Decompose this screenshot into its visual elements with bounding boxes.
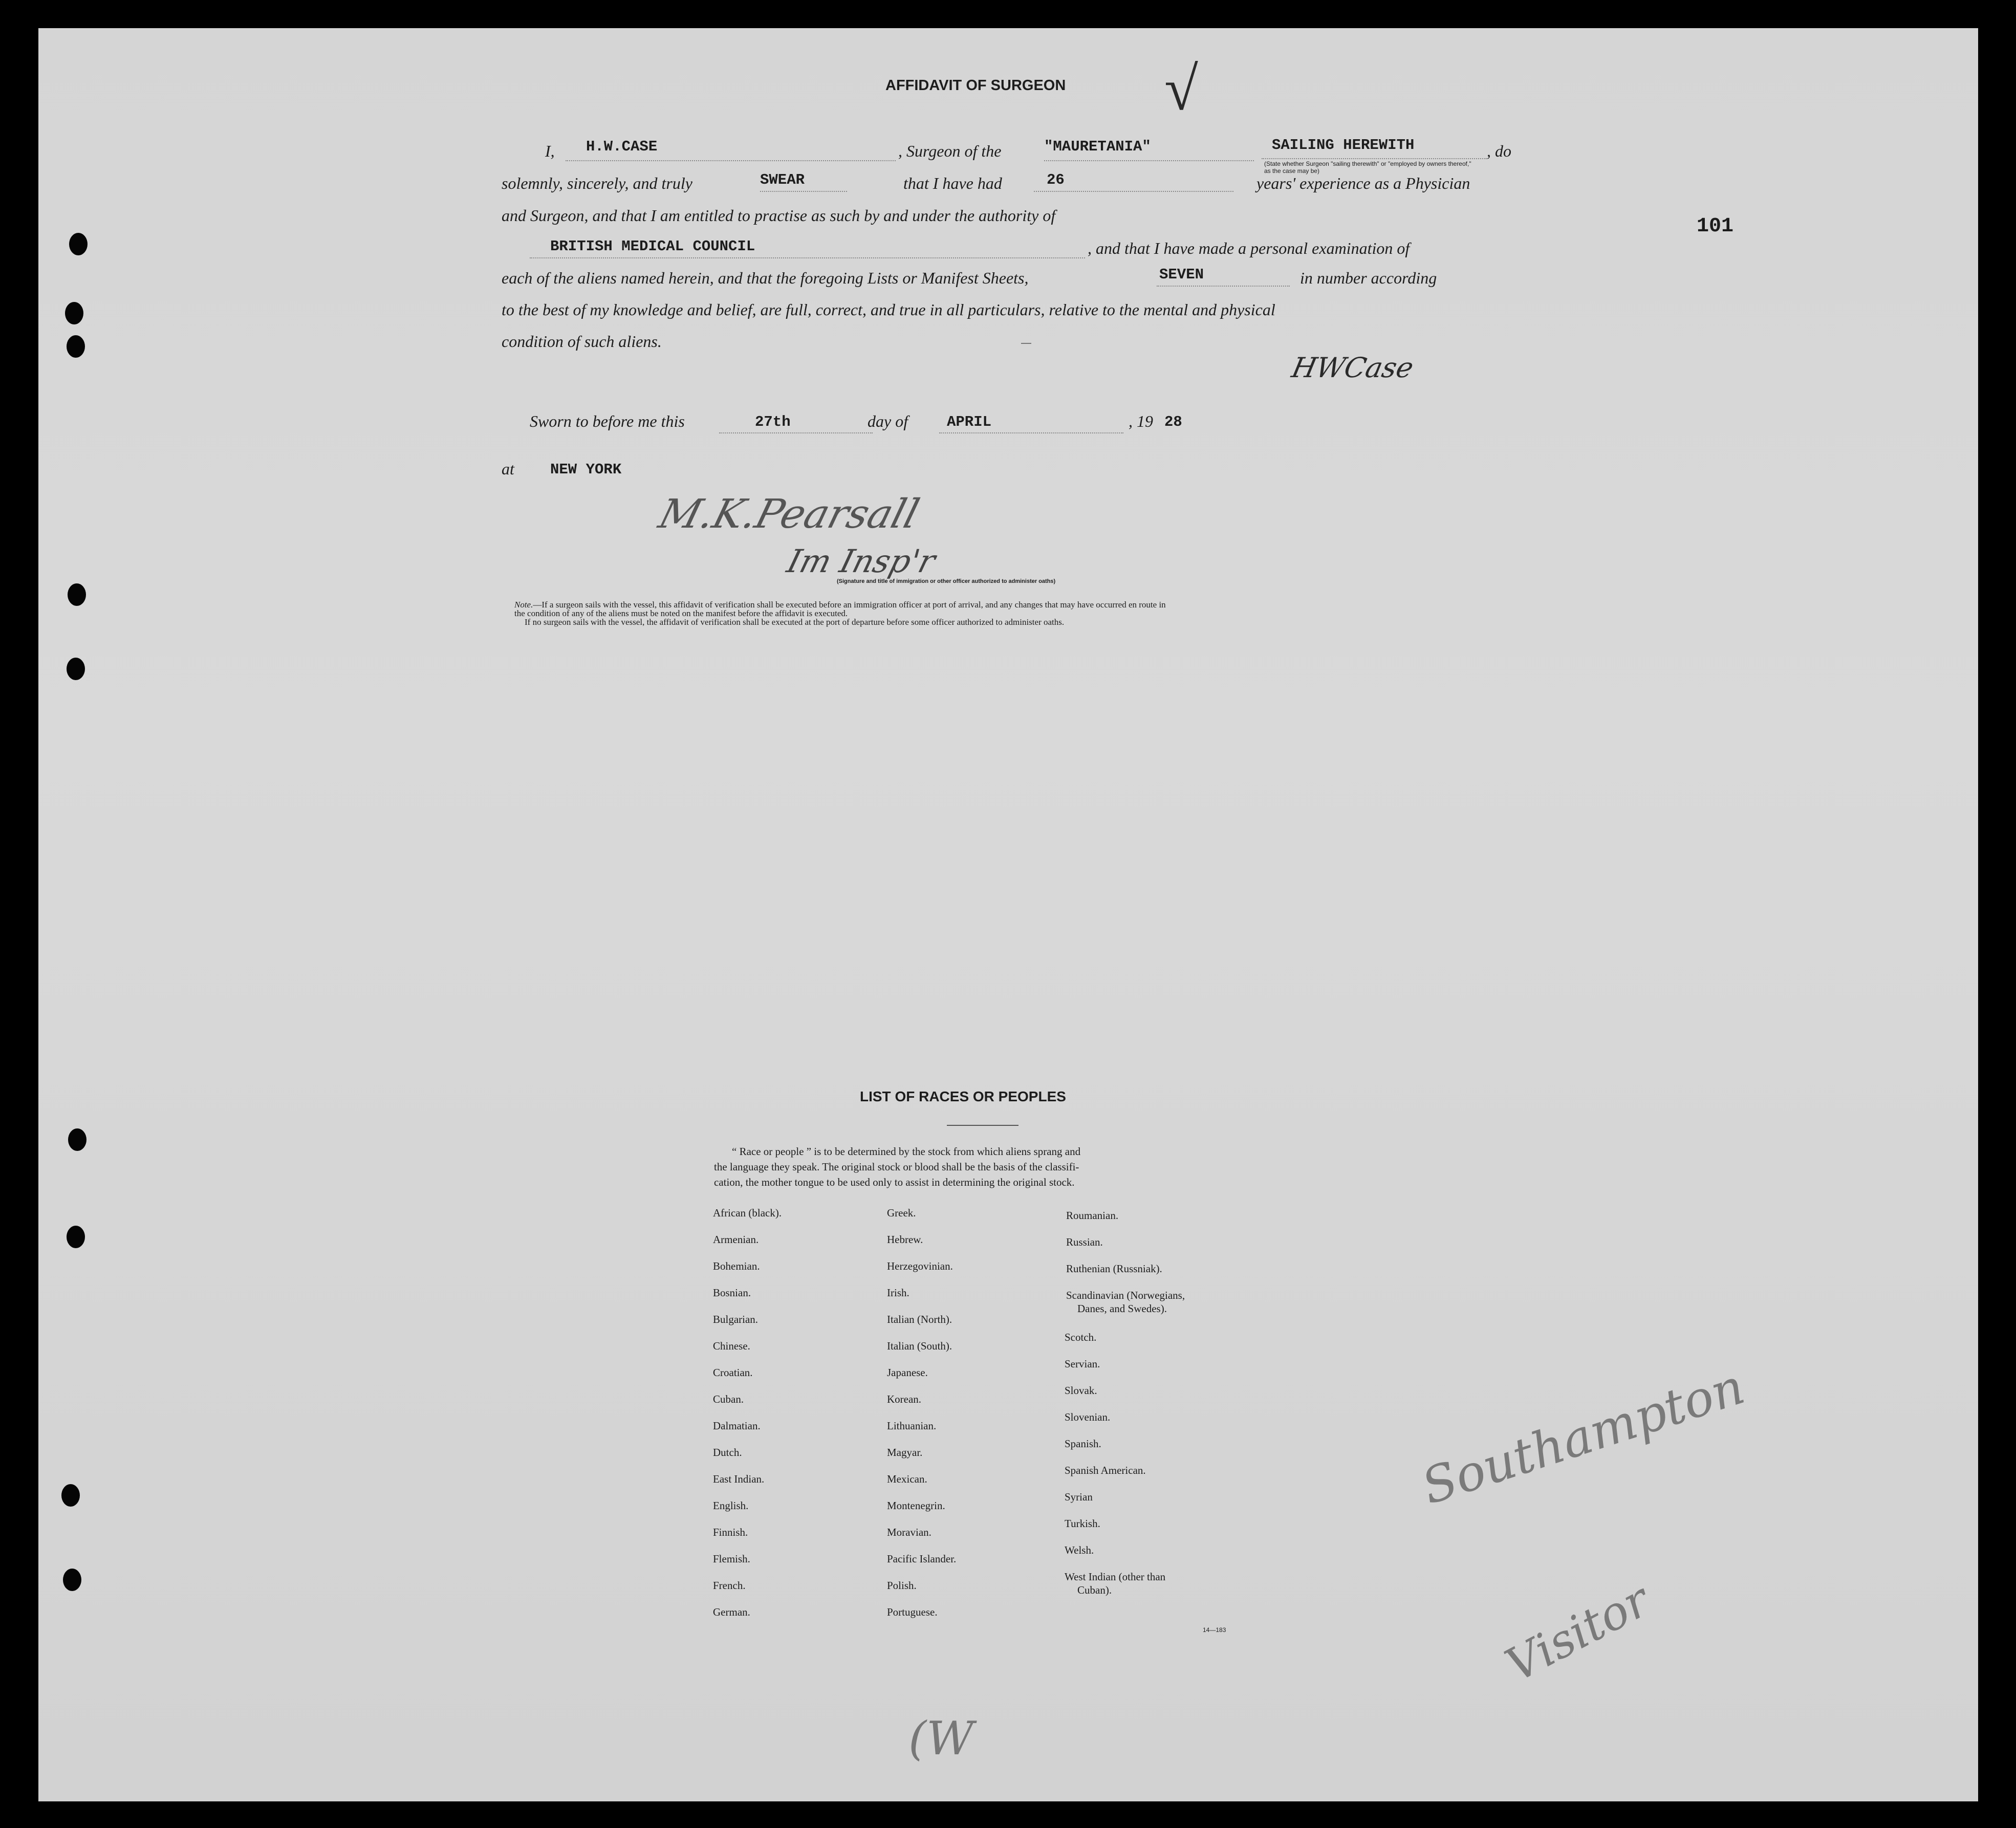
race-item: Spanish American. [1065,1464,1146,1476]
affidavit-line2-experience: years' experience as a Physician [1256,174,1470,192]
handwritten-status: Visitor [1497,1573,1658,1693]
race-item: Bohemian. [713,1260,760,1272]
year-prefix: , 19 [1129,412,1153,430]
race-item: Montenegrin. [887,1499,945,1512]
races-intro-line1: “ Race or people ” is to be determined by the stock from which aliens sprang and [732,1145,1081,1158]
race-item: Portuguese. [887,1606,938,1618]
race-item: Scandinavian (Norwegians, [1066,1289,1185,1301]
races-title-rule [947,1125,1018,1126]
race-item: Greek. [887,1207,916,1219]
race-item: Russian. [1066,1236,1103,1248]
punch-hole [63,1569,81,1591]
surgeon-name: H.W.CASE [586,138,658,155]
race-item: Croatian. [713,1366,753,1379]
race-item: Slovak. [1065,1384,1097,1397]
race-item: Turkish. [1065,1517,1100,1530]
punch-hole [69,233,88,255]
at-label: at [502,460,514,478]
race-item: Japanese. [887,1366,928,1379]
note-line2: the condition of any of the aliens must be noted on the manifest before the affidavit is executed. [514,608,848,618]
affidavit-line2-that: that I have had [903,174,1002,192]
page-number: 101 [1697,215,1734,238]
race-item: Polish. [887,1579,917,1592]
race-item: Moravian. [887,1526,931,1538]
affidavit-line1-i: I, [545,142,555,160]
races-title: LIST OF RACES OR PEOPLES [860,1089,1066,1104]
sailing-status: SAILING HEREWITH [1272,137,1415,154]
manifest-sheets-count: SEVEN [1159,266,1204,283]
affidavit-line6: to the best of my knowledge and belief, are full, correct, and true in all particulars, relative to the mental and physical [502,300,1275,319]
punch-hole [65,302,83,324]
short-dash [1021,343,1031,344]
officer-title: Im Insp'r [783,542,940,580]
sworn-place: NEW YORK [550,461,622,478]
race-item: Armenian. [713,1233,759,1246]
form-number: 14—183 [1203,1626,1226,1634]
affidavit-title: AFFIDAVIT OF SURGEON [885,77,1066,94]
race-item: Italian (North). [887,1313,952,1325]
race-item: Korean. [887,1393,922,1405]
sworn-month: APRIL [947,414,992,430]
affidavit-line5-start: each of the aliens named herein, and that the foregoing Lists or Manifest Sheets, [502,269,1029,287]
race-item: Slovenian. [1065,1411,1111,1423]
punch-hole [61,1484,80,1507]
race-item: German. [713,1606,750,1618]
race-item: Dalmatian. [713,1420,761,1432]
races-intro-line3: cation, the mother tongue to be used only to assist in determining the original stock. [714,1176,1075,1188]
note-label: Note. [514,600,533,610]
race-item: Syrian [1065,1491,1093,1503]
manifest-sheet [38,28,1978,1801]
officer-signature: M.K.Pearsall [654,491,924,537]
race-item: Hebrew. [887,1233,923,1246]
race-item: Lithuanian. [887,1420,937,1432]
race-item: Servian. [1065,1358,1100,1370]
surgeon-signature: HWCase [1289,352,1417,384]
affidavit-line7: condition of such aliens. [502,332,662,351]
affidavit-line3: and Surgeon, and that I am entitled to practise as such by and under the authority of [502,206,1056,225]
race-item: Flemish. [713,1553,750,1565]
race-item: Chinese. [713,1340,750,1352]
race-item: Mexican. [887,1473,927,1485]
punch-hole [67,1226,85,1248]
races-intro-line2: the language they speak. The original stock or blood shall be the basis of the classifi- [714,1161,1079,1173]
punch-hole [68,1128,86,1151]
punch-hole [67,335,85,358]
races-intro [714,1144,1080,1190]
race-item: Roumanian. [1066,1209,1119,1222]
race-item: Magyar. [887,1446,923,1459]
licensing-authority: BRITISH MEDICAL COUNCIL [550,238,755,255]
race-item: East Indian. [713,1473,765,1485]
race-item: Spanish. [1065,1438,1101,1450]
race-item: Cuban). [1077,1584,1112,1596]
race-item: Dutch. [713,1446,742,1459]
race-item: Scotch. [1065,1331,1097,1343]
sailing-status-note: (State whether Surgeon "sailing therewith" or "employed by owners thereof," as the case may be) [1264,160,1471,175]
affidavit-line2-solemnly: solemnly, sincerely, and truly [502,174,692,192]
race-item: Welsh. [1065,1544,1094,1556]
signature-caption: (Signature and title of immigration or other officer authorized to administer oaths) [837,578,1056,584]
race-item: West Indian (other than [1065,1571,1166,1583]
race-item: Bosnian. [713,1287,751,1299]
sworn-day: 27th [755,414,791,430]
race-item: Danes, and Swedes). [1077,1302,1167,1315]
punch-hole [68,583,86,606]
race-item: Herzegovinian. [887,1260,953,1272]
race-item: French. [713,1579,746,1592]
checkmark-mark: √ [1164,55,1198,123]
race-item: Ruthenian (Russniak). [1066,1263,1162,1275]
day-of-label: day of [868,412,908,430]
race-item: African (black). [713,1207,782,1219]
race-item: Cuban. [713,1393,744,1405]
affidavit-line1-surgeon-of: , Surgeon of the [898,142,1002,160]
vessel-name: "MAURETANIA" [1044,138,1151,155]
affidavit-note [514,600,1166,626]
handwritten-port: Southampton [1415,1357,1751,1516]
race-item: Pacific Islander. [887,1553,957,1565]
punch-hole [67,658,85,680]
race-item: Italian (South). [887,1340,952,1352]
race-item: English. [713,1499,749,1512]
oath-word: SWEAR [760,171,805,188]
affidavit-line1-do: , do [1487,142,1511,160]
affidavit-line5-end: in number according [1300,269,1437,287]
affidavit-line4: , and that I have made a personal examination of [1088,239,1410,257]
note-line3: If no surgeon sails with the vessel, the affidavit of verification shall be executed at the port of departure before some officer authorized to administer oaths. [525,617,1065,627]
sworn-text: Sworn to before me this [530,412,685,430]
handwritten-margin-mark: (W [908,1712,974,1766]
sworn-year: 28 [1164,414,1182,430]
race-item: Finnish. [713,1526,748,1538]
note-line1: —If a surgeon sails with the vessel, this affidavit of verification shall be executed before an immigration officer at port of arrival, and any changes that may have occurred en route in [533,600,1166,610]
race-item: Bulgarian. [713,1313,758,1325]
years-experience: 26 [1047,171,1065,188]
race-item: Irish. [887,1287,909,1299]
